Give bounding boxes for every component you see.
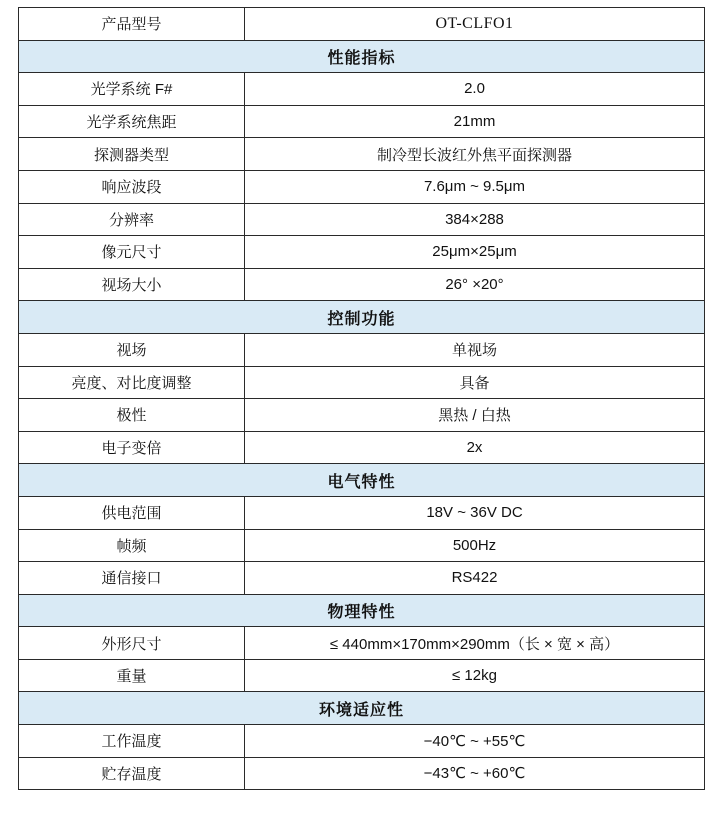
section-title: 物理特性 (19, 594, 705, 627)
section-header (19, 40, 705, 73)
table-row (19, 431, 705, 464)
table-row (19, 170, 705, 203)
table-row (19, 138, 705, 171)
section-header (19, 301, 705, 334)
row-label: 光学系统焦距 (19, 105, 245, 138)
row-value: RS422 (245, 562, 705, 595)
model-label: 产品型号 (19, 8, 245, 41)
row-label: 重量 (19, 659, 245, 692)
row-value: 7.6μm ~ 9.5μm (245, 170, 705, 203)
table-row (19, 496, 705, 529)
row-label: 响应波段 (19, 170, 245, 203)
row-label: 电子变倍 (19, 431, 245, 464)
table-row (19, 757, 705, 790)
table-row (19, 366, 705, 399)
section-title: 电气特性 (19, 464, 705, 497)
table-row (19, 73, 705, 106)
row-value: 21mm (245, 105, 705, 138)
row-value: 18V ~ 36V DC (245, 496, 705, 529)
row-value: 黑热 / 白热 (245, 399, 705, 432)
table-row (19, 659, 705, 692)
row-value: −40℃ ~ +55℃ (245, 725, 705, 758)
section-title: 控制功能 (19, 301, 705, 334)
table-row (19, 562, 705, 595)
row-label: 视场 (19, 333, 245, 366)
row-value: 具备 (245, 366, 705, 399)
row-label: 供电范围 (19, 496, 245, 529)
row-label: 视场大小 (19, 268, 245, 301)
row-value: −43℃ ~ +60℃ (245, 757, 705, 790)
table-row (19, 725, 705, 758)
row-label: 工作温度 (19, 725, 245, 758)
table-row (19, 333, 705, 366)
table-row (19, 236, 705, 269)
table-row (19, 105, 705, 138)
row-value: 制冷型长波红外焦平面探测器 (245, 138, 705, 171)
row-label: 极性 (19, 399, 245, 432)
row-value: ≤ 440mm×170mm×290mm（长 × 宽 × 高） (245, 627, 705, 660)
row-label: 分辨率 (19, 203, 245, 236)
row-value: 26° ×20° (245, 268, 705, 301)
row-label: 通信接口 (19, 562, 245, 595)
table-row (19, 627, 705, 660)
row-label: 贮存温度 (19, 757, 245, 790)
row-value: 500Hz (245, 529, 705, 562)
row-label: 光学系统 F# (19, 73, 245, 106)
section-title: 性能指标 (19, 40, 705, 73)
row-value: 25μm×25μm (245, 236, 705, 269)
section-header (19, 594, 705, 627)
row-value: 2.0 (245, 73, 705, 106)
table-row (19, 529, 705, 562)
spec-table (18, 7, 705, 790)
model-value: OT-CLFO1 (245, 8, 705, 41)
section-title: 环境适应性 (19, 692, 705, 725)
table-row (19, 203, 705, 236)
spec-table-body (19, 8, 705, 790)
row-label: 亮度、对比度调整 (19, 366, 245, 399)
row-value: 384×288 (245, 203, 705, 236)
row-label: 探测器类型 (19, 138, 245, 171)
row-value: 2x (245, 431, 705, 464)
section-header (19, 464, 705, 497)
row-label: 外形尺寸 (19, 627, 245, 660)
table-row (19, 399, 705, 432)
table-row-model (19, 8, 705, 41)
row-value: ≤ 12kg (245, 659, 705, 692)
row-label: 帧频 (19, 529, 245, 562)
row-label: 像元尺寸 (19, 236, 245, 269)
table-row (19, 268, 705, 301)
section-header (19, 692, 705, 725)
row-value: 单视场 (245, 333, 705, 366)
